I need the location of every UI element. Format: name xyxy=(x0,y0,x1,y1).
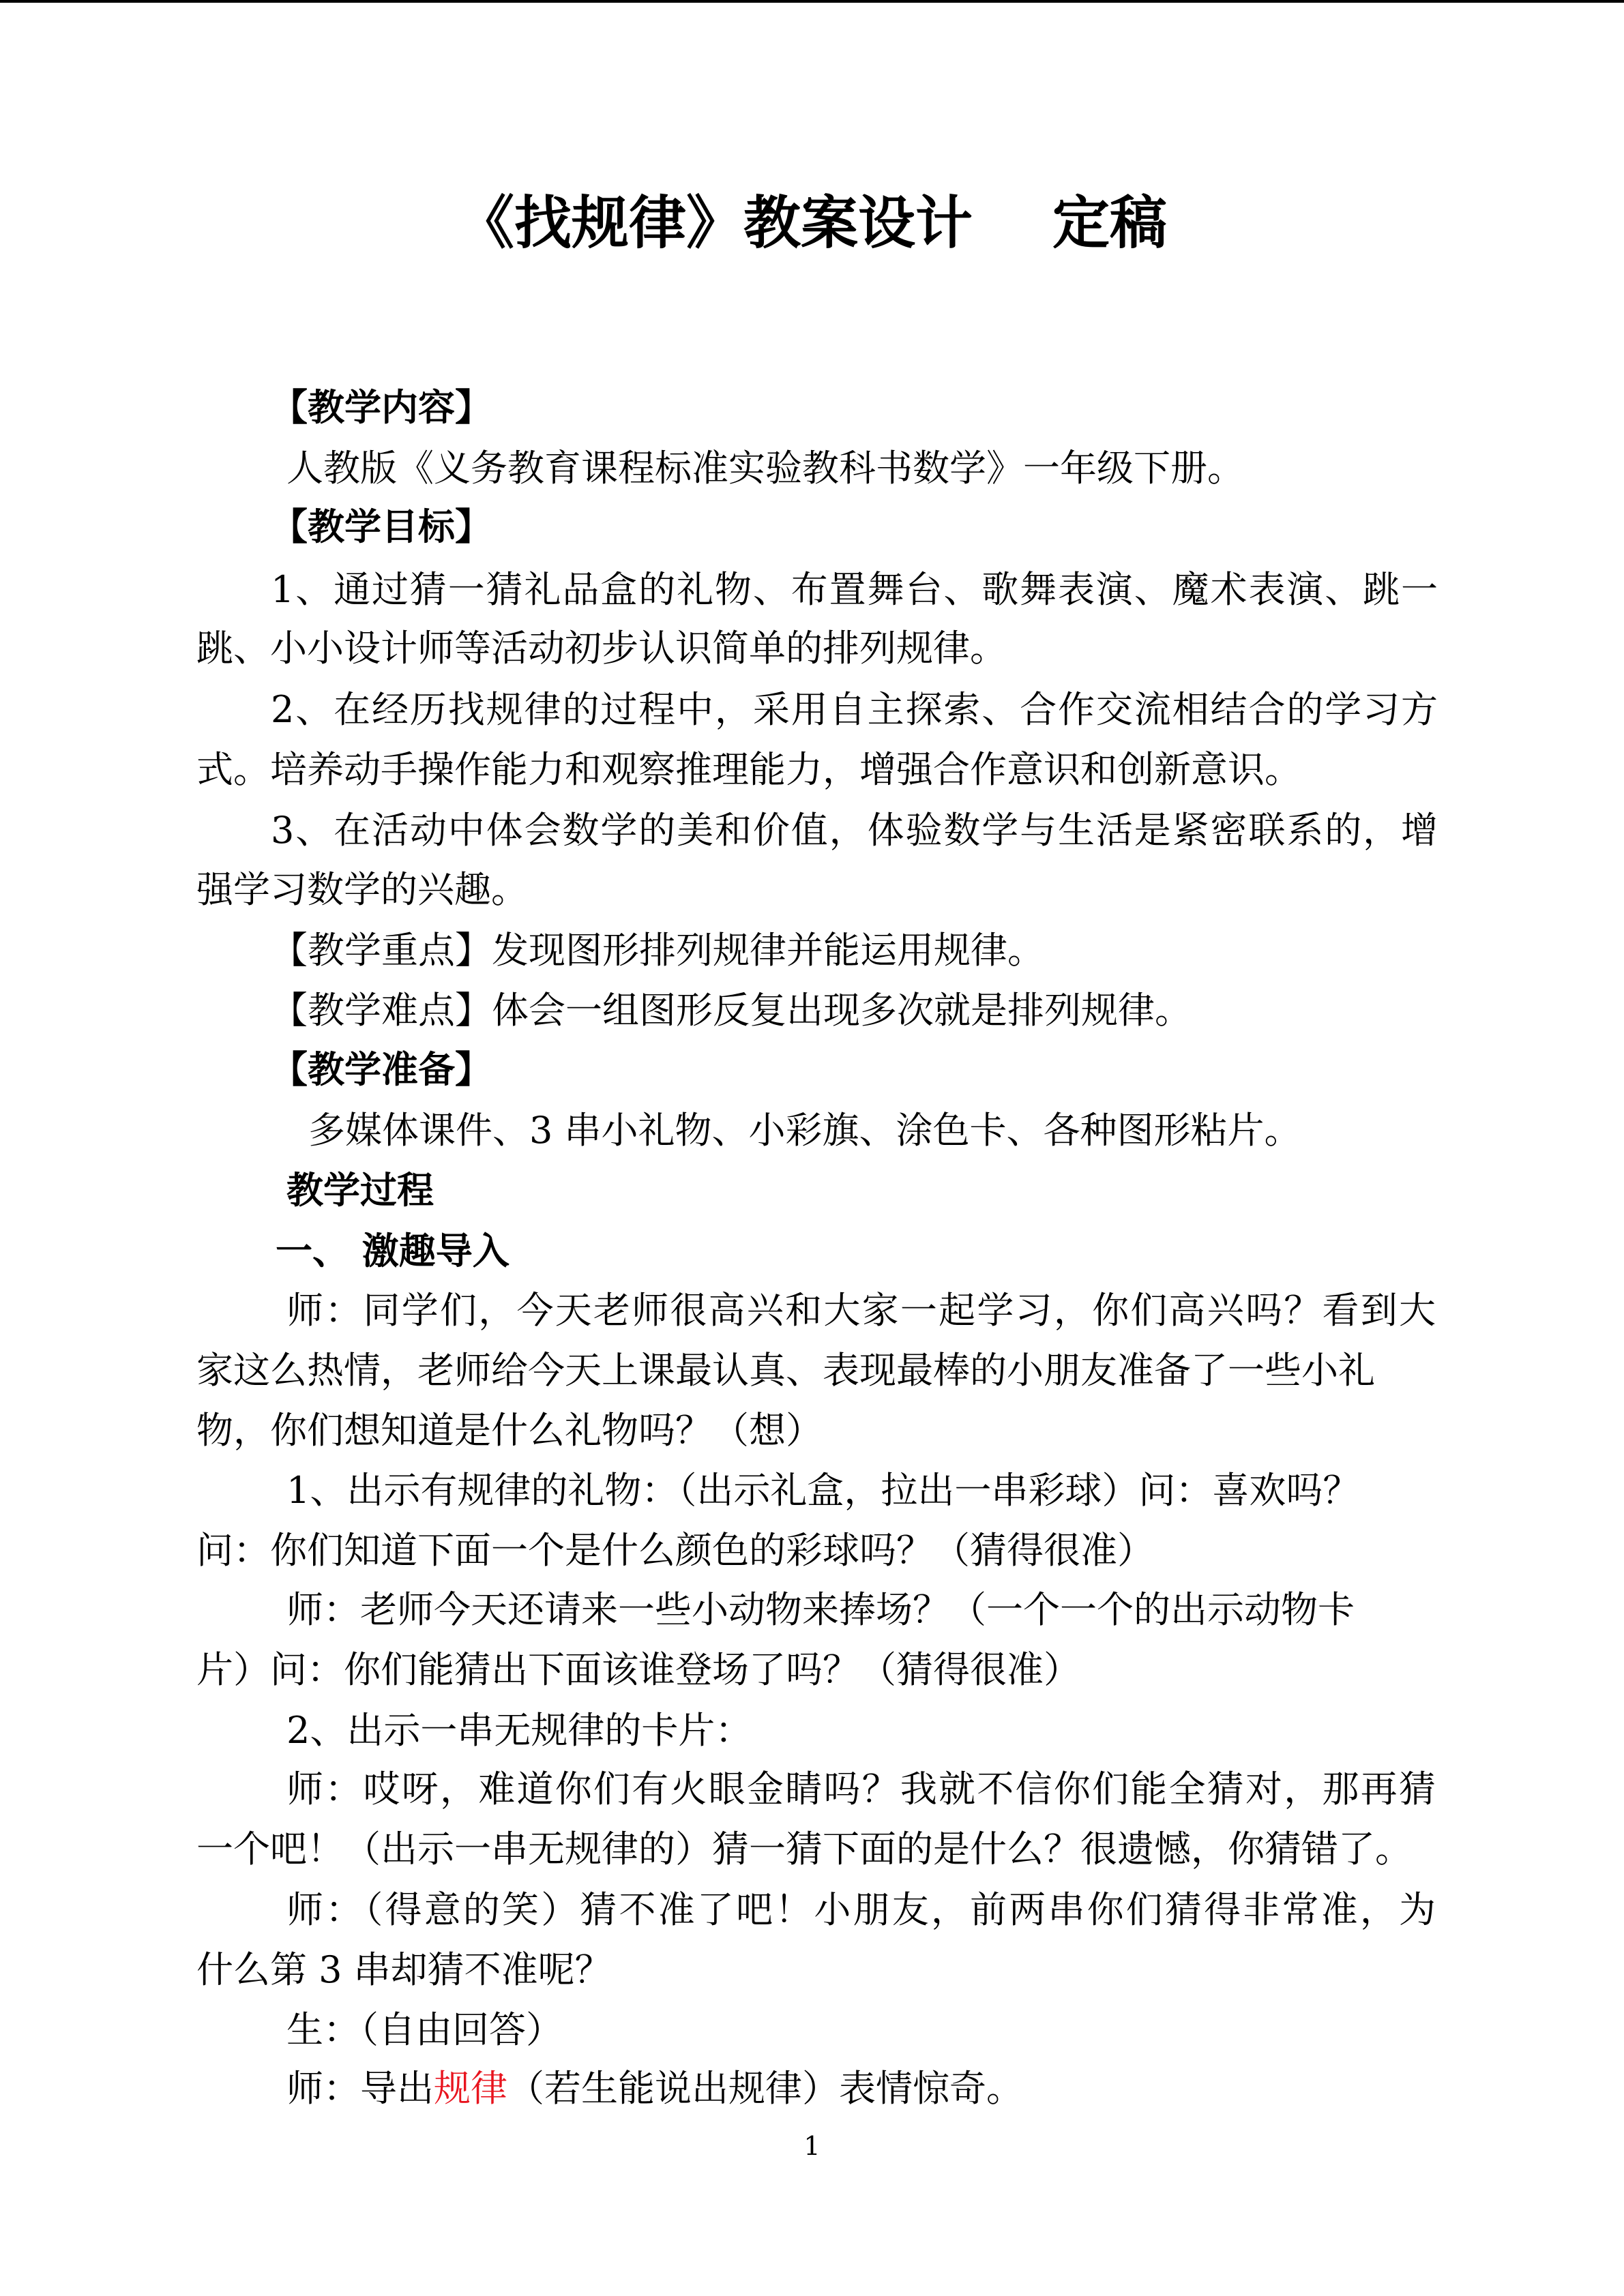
paragraph-1-line-3: 物，你们想知道是什么礼物吗？（想） xyxy=(196,1409,823,1452)
paragraph-3-line-2: 片）问：你们能猜出下面该谁登场了吗？（猜得很准） xyxy=(196,1648,1080,1691)
paragraph-5-line-2: 一个吧！（出示一串无规律的）猜一猜下面的是什么？很遗憾，你猜错了。 xyxy=(196,1828,1412,1870)
heading-teaching-prep: 【教学准备】 xyxy=(271,1048,492,1091)
highlight-keyword: 规律 xyxy=(434,2067,507,2110)
teaching-content-text: 人教版《义务教育课程标准实验教科书数学》一年级下册。 xyxy=(286,447,1244,490)
goal-1-line-1: 1、通过猜一猜礼品盒的礼物、布置舞台、歌舞表演、魔术表演、跳一 xyxy=(271,568,1438,611)
teaching-focus: 【教学重点】发现图形排列规律并能运用规律。 xyxy=(271,929,1044,972)
teaching-prep-text: 多媒体课件、3 串小礼物、小彩旗、涂色卡、各种图形粘片。 xyxy=(308,1109,1301,1152)
goal-3-line-1: 3、在活动中体会数学的美和价值，体验数学与生活是紧密联系的，增 xyxy=(271,809,1438,852)
goal-3-line-2: 强学习数学的兴趣。 xyxy=(196,868,528,911)
goal-2-line-1: 2、在经历找规律的过程中，采用自主探索、合作交流相结合的学习方 xyxy=(271,688,1438,731)
teaching-difficulty: 【教学难点】体会一组图形反复出现多次就是排列规律。 xyxy=(271,989,1192,1032)
paragraph-7: 生：（自由回答） xyxy=(286,2008,563,2051)
paragraph-3-line-1: 师：老师今天还请来一些小动物来捧场？（一个一个的出示动物卡 xyxy=(286,1588,1355,1631)
top-border xyxy=(0,0,1624,3)
heading-teaching-process: 教学过程 xyxy=(286,1169,434,1212)
heading-teaching-content: 【教学内容】 xyxy=(271,386,492,429)
paragraph-4: 2、出示一串无规律的卡片： xyxy=(286,1709,752,1752)
goal-1-line-2: 跳、小小设计师等活动初步认识简单的排列规律。 xyxy=(196,627,1007,670)
heading-teaching-goals: 【教学目标】 xyxy=(271,505,492,548)
paragraph-6-line-1: 师：（得意的笑）猜不准了吧！小朋友，前两串你们猜得非常准，为 xyxy=(286,1888,1436,1931)
page-number: 1 xyxy=(803,2131,821,2161)
paragraph-8 xyxy=(286,2064,1023,2113)
paragraph-2-line-2: 问：你们知道下面一个是什么颜色的彩球吗？（猜得很准） xyxy=(196,1529,1154,1572)
page-title: 《找规律》教案设计 定稿 xyxy=(457,190,1167,256)
goal-2-line-2: 式。培养动手操作能力和观察推理能力，增强合作意识和创新意识。 xyxy=(196,748,1301,791)
paragraph-2-line-1: 1、出示有规律的礼物：（出示礼盒，拉出一串彩球）问：喜欢吗？ xyxy=(286,1469,1360,1512)
paragraph-6-line-2: 什么第 3 串却猜不准呢？ xyxy=(196,1948,612,1991)
paragraph-5-line-1: 师：哎呀，难道你们有火眼金睛吗？我就不信你们能全猜对，那再猜 xyxy=(286,1768,1436,1810)
paragraph-1-line-1: 师：同学们，今天老师很高兴和大家一起学习，你们高兴吗？看到大 xyxy=(286,1289,1436,1332)
paragraph-1-line-2: 家这么热情，老师给今天上课最认真、表现最棒的小朋友准备了一些小礼 xyxy=(196,1349,1375,1392)
paragraph-8-prefix: 师：导出 xyxy=(286,2067,434,2110)
paragraph-8-suffix: （若生能说出规律）表情惊奇。 xyxy=(507,2067,1023,2110)
heading-step-1: 一、 激趣导入 xyxy=(276,1229,510,1272)
